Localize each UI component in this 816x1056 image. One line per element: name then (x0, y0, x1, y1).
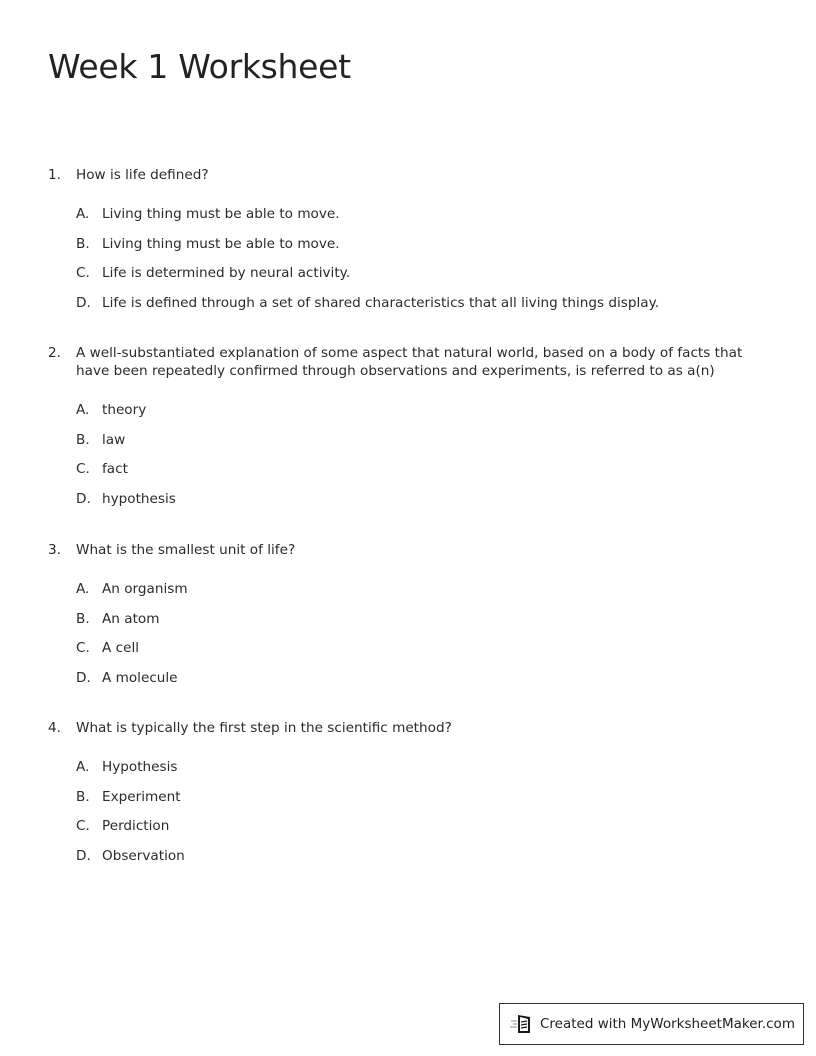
option-d (76, 847, 768, 877)
option-letter: B. (76, 610, 90, 627)
option-text: Living thing must be able to move. (102, 235, 340, 252)
option-text: Observation (102, 847, 185, 864)
question-text: What is typically the first step in the scientific method? (76, 720, 452, 736)
option-a (76, 758, 768, 788)
question-number: 3. (48, 542, 61, 558)
option-letter: C. (76, 640, 90, 656)
option-letter: A. (76, 402, 90, 418)
option-letter: A. (76, 759, 90, 775)
question-text: How is life defined? (76, 167, 209, 183)
option-text: An atom (102, 610, 160, 627)
created-with-text: Created with MyWorksheetMaker.com (540, 1016, 795, 1032)
question-1 (48, 166, 768, 323)
answer-options (48, 580, 768, 698)
option-letter: A. (76, 581, 90, 597)
question-number: 2. (48, 345, 61, 361)
answer-options (48, 401, 768, 519)
option-b (76, 431, 768, 461)
option-b (76, 610, 768, 640)
option-letter: B. (76, 431, 90, 448)
option-letter: D. (76, 294, 91, 311)
option-text: Life is defined through a set of shared characteristics that all living things display. (102, 294, 660, 311)
option-text: fact (102, 461, 128, 477)
option-text: A molecule (102, 669, 178, 686)
worksheet-logo-icon (510, 1013, 534, 1035)
created-with-badge[interactable] (499, 1003, 804, 1045)
question-2 (48, 344, 768, 519)
option-text: An organism (102, 581, 188, 597)
option-letter: D. (76, 847, 91, 864)
option-a (76, 401, 768, 431)
question-number: 4. (48, 720, 61, 736)
option-c (76, 264, 768, 294)
option-letter: C. (76, 265, 90, 281)
option-text: Living thing must be able to move. (102, 206, 340, 222)
option-text: hypothesis (102, 490, 176, 507)
option-b (76, 788, 768, 818)
option-b (76, 235, 768, 265)
question-4 (48, 719, 768, 876)
option-letter: D. (76, 490, 91, 507)
page-title: Week 1 Worksheet (48, 47, 351, 86)
option-text: law (102, 431, 126, 448)
option-text: A cell (102, 640, 140, 656)
question-text: A well-substantiated explanation of some aspect that natural world, based on a body of facts that have been repeatedly confirmed through observations and experiments, is referred to as a(n) (76, 345, 743, 379)
option-text: theory (102, 402, 147, 418)
answer-options (48, 758, 768, 876)
option-d (76, 669, 768, 699)
option-text: Life is determined by neural activity. (102, 265, 351, 281)
option-letter: C. (76, 461, 90, 477)
option-text: Experiment (102, 788, 181, 805)
option-letter: C. (76, 818, 90, 834)
option-letter: A. (76, 206, 90, 222)
option-text: Hypothesis (102, 759, 178, 775)
question-3 (48, 541, 768, 698)
option-c (76, 639, 768, 669)
option-c (76, 460, 768, 490)
question-text: What is the smallest unit of life? (76, 542, 296, 558)
question-number: 1. (48, 167, 61, 183)
option-letter: B. (76, 788, 90, 805)
option-c (76, 817, 768, 847)
answer-options (48, 205, 768, 323)
option-letter: D. (76, 669, 91, 686)
option-d (76, 490, 768, 520)
option-text: Perdiction (102, 818, 170, 834)
option-a (76, 205, 768, 235)
option-d (76, 294, 768, 324)
option-letter: B. (76, 235, 90, 252)
option-a (76, 580, 768, 610)
